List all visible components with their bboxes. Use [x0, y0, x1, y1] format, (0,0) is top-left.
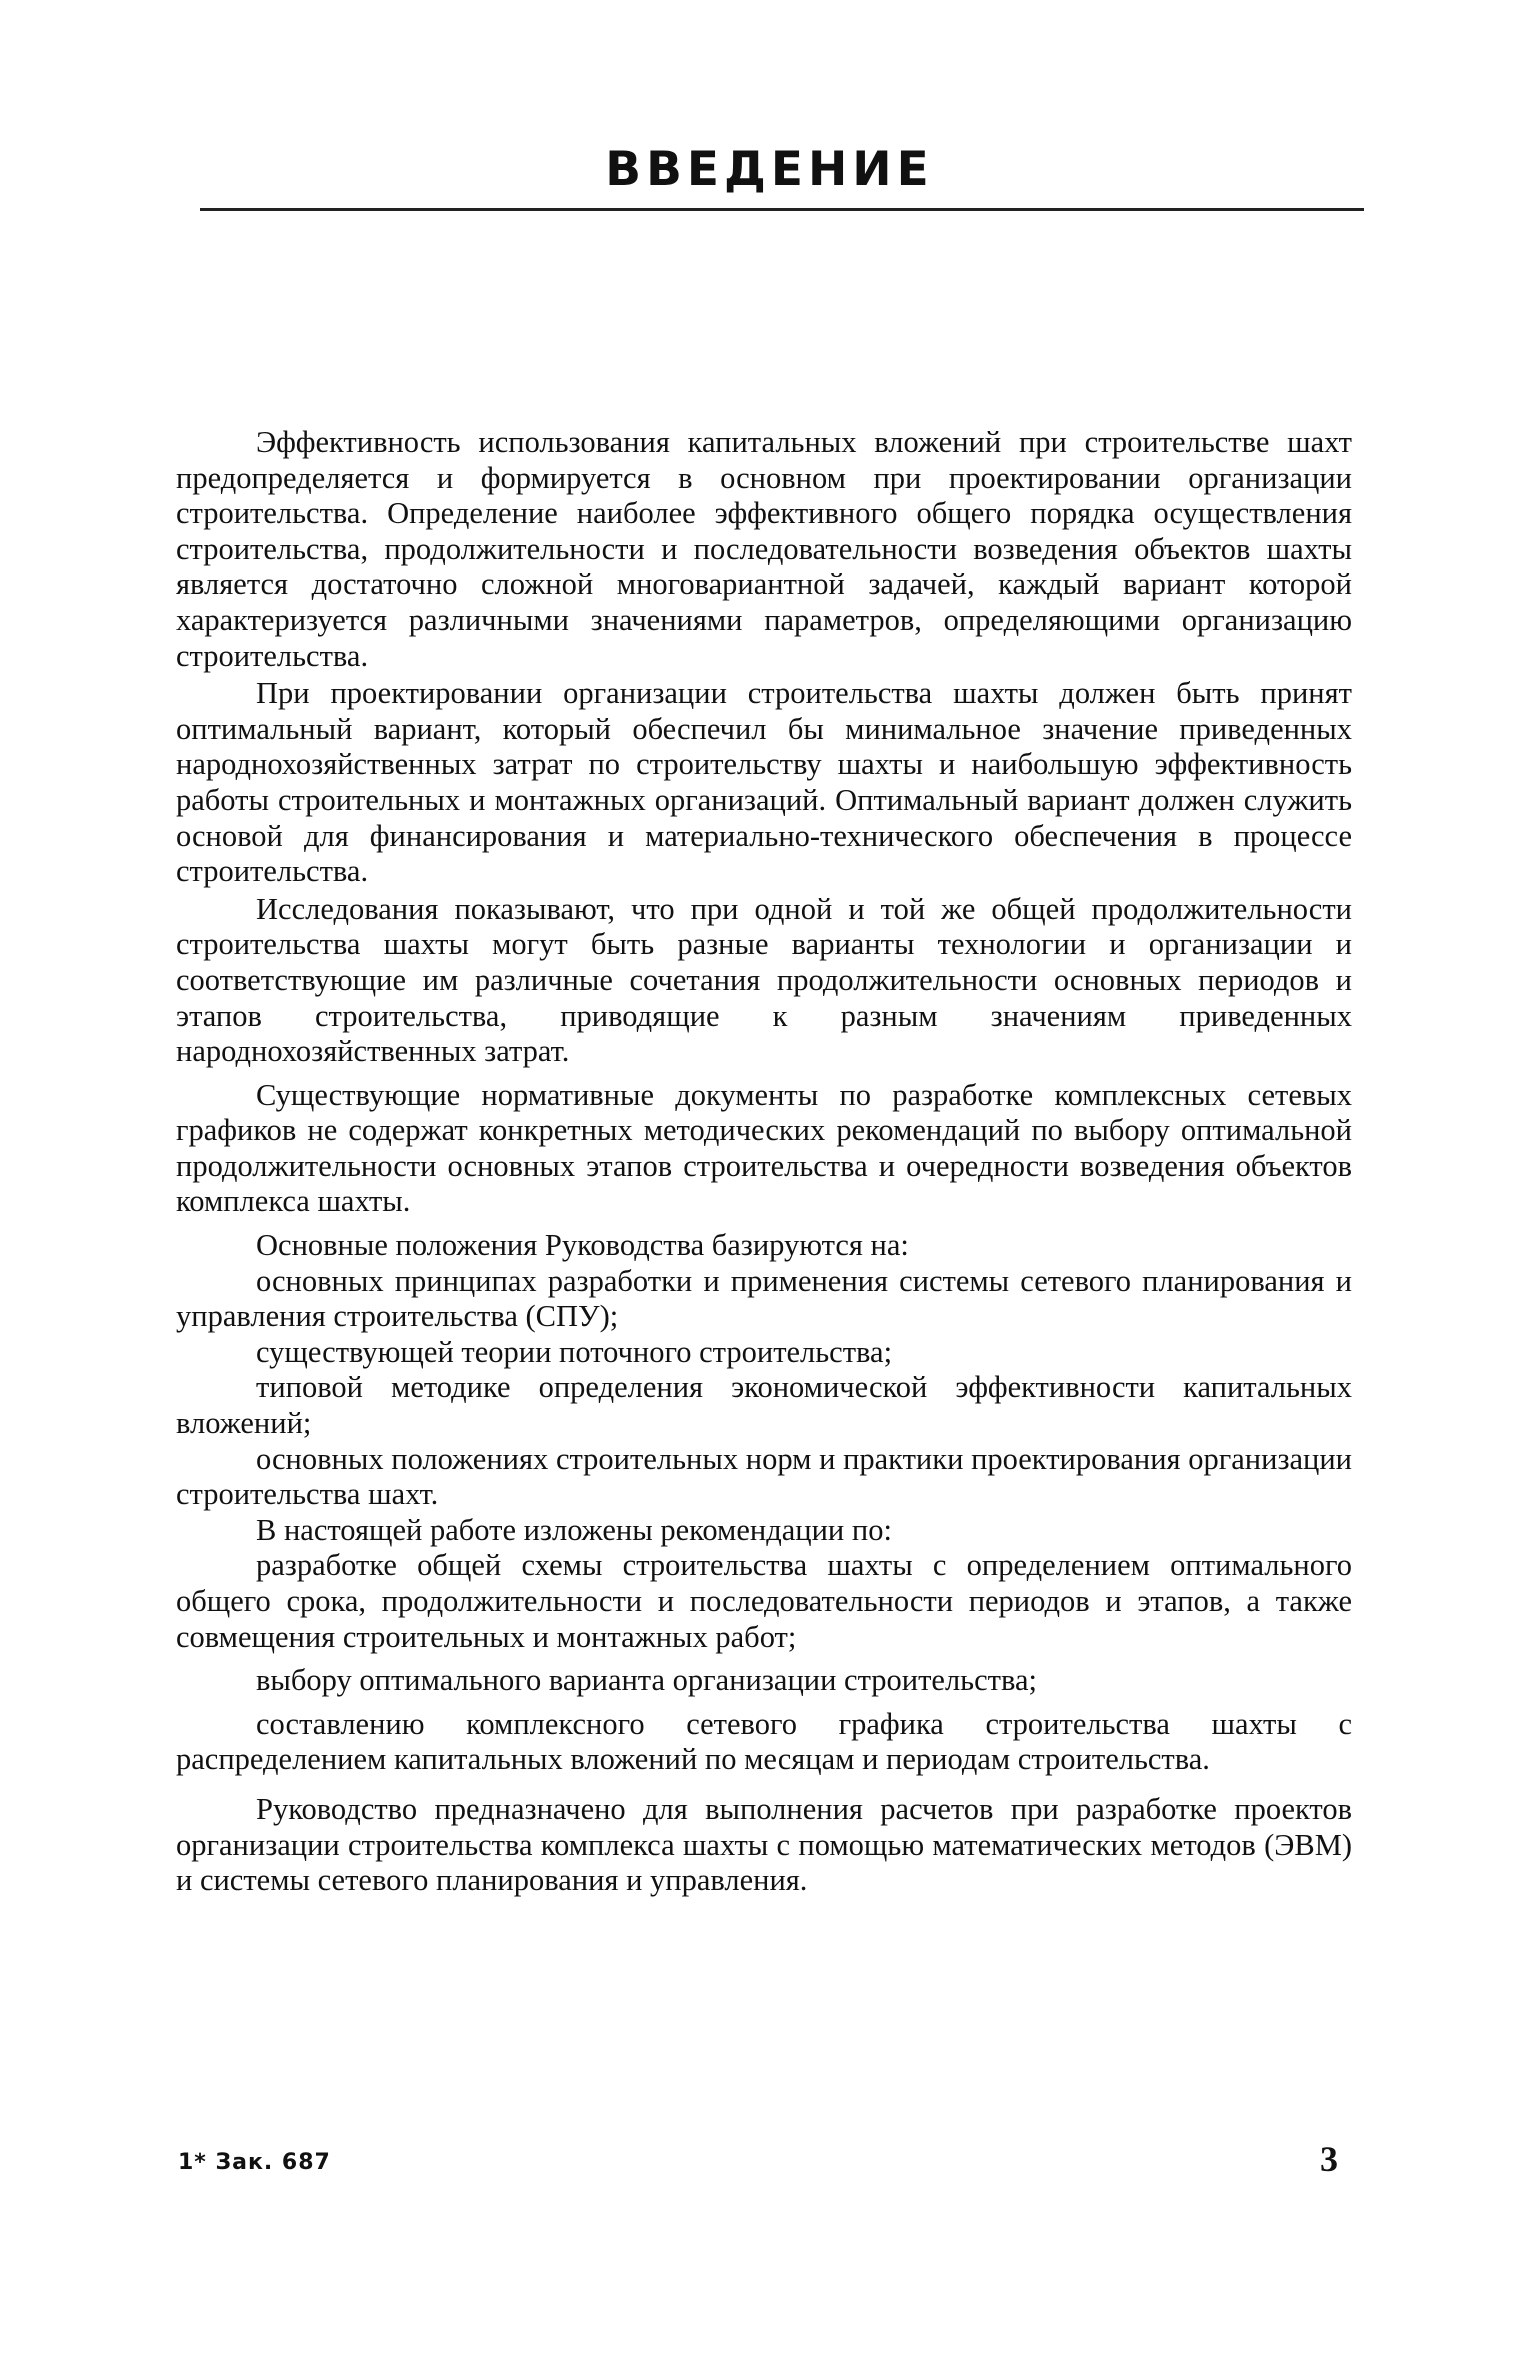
list-item: разработке общей схемы строительства шахты с определением оптимального общего срока, продолжительности и последовательности периодов и этапов, а также совмещения строительных и монтажных работ;: [176, 1548, 1352, 1654]
page-title: ВВЕДЕНИЕ: [605, 142, 934, 197]
list-item: основных положениях строительных норм и практики проектирования организации строительства шахт.: [176, 1441, 1352, 1512]
paragraph: При проектировании организации строительства шахты должен быть принят оптимальный вариант, который обеспечил бы минимальное значение приведенных народнохозяйственных затрат по строительству шахты и наибольшую эффективность работы строительных и монтажных организаций. Оптимальный вариант должен служить основой для финансирования и материально-технического обеспечения в процессе строительства.: [176, 676, 1352, 889]
list-item: основных принципах разработки и применения системы сетевого планирования и управления строительства (СПУ);: [176, 1263, 1352, 1334]
page-number: 3: [1320, 2139, 1338, 2179]
list-item: существующей теории поточного строительства;: [256, 1334, 893, 1369]
paragraph: Руководство предназначено для выполнения расчетов при разработке проектов организации строительства комплекса шахты с помощью математических методов (ЭВМ) и системы сетевого планирования и управления.: [176, 1791, 1352, 1898]
list-item: типовой методике определения экономической эффективности капитальных вложений;: [176, 1370, 1352, 1441]
paragraph: Существующие нормативные документы по разработке комплексных сетевых графиков не содержат конкретных методических рекомендаций по выбору оптимальной продолжительности основных этапов строительства и очередности возведения объектов комплекса шахты.: [176, 1077, 1352, 1219]
list-item: выбору оптимального варианта организации строительства;: [256, 1663, 1037, 1698]
title-rule: [200, 208, 1364, 211]
body-text: [176, 425, 1352, 1899]
paragraph: Эффективность использования капитальных вложений при строительстве шахт предопределяется и формируется в основном при проектировании организации строительства. Определение наиболее эффективного общего порядка осуществления строительства, продолжительности и последовательности возведения объектов шахты является достаточно сложной многовариантной задачей, каждый вариант которой характеризуется различными значениями параметров, определяющими организацию строительства.: [176, 425, 1352, 673]
list-item: составлению комплексного сетевого графика строительства шахты с распределением капитальных вложений по месяцам и периодам строительства.: [176, 1706, 1352, 1777]
paragraph: Исследования показывают, что при одной и той же общей продолжительности строительства шахты могут быть разные варианты технологии и организации и соответствующие им различные сочетания продолжительности основных периодов и этапов строительства, приводящие к разным значениям приведенных народнохозяйственных затрат.: [176, 891, 1352, 1069]
paragraph: В настоящей работе изложены рекомендации по:: [256, 1512, 892, 1547]
print-order-note: 1* Зак. 687: [178, 2150, 331, 2175]
paragraph: Основные положения Руководства базируются на:: [256, 1228, 909, 1263]
